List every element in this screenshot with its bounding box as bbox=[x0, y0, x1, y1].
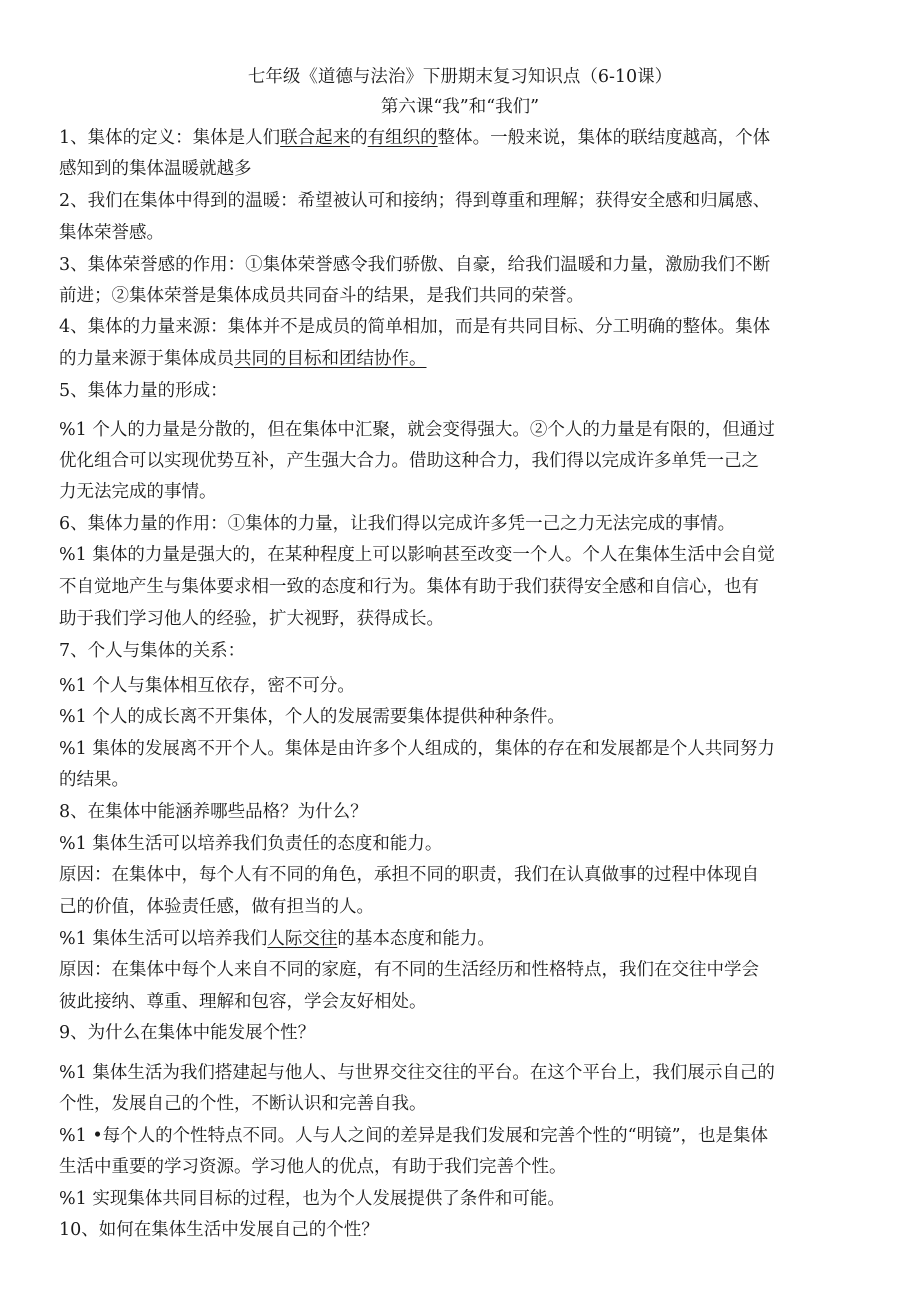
text-line-8: 的力量来源于集体成员共同的目标和团结协作。 bbox=[59, 349, 427, 369]
text-line-2: 感知到的集体温暖就越多 bbox=[59, 159, 252, 179]
text-line-35: 10、如何在集体生活中发展自己的个性？ bbox=[59, 1220, 379, 1240]
text-line-3: 2、我们在集体中得到的温暖：希望被认可和接纳；得到尊重和理解；获得安全感和归属感、 bbox=[59, 191, 771, 211]
text-line-9: 5、集体力量的形成： bbox=[59, 381, 228, 401]
text-line-32: %1 •每个人的个性特点不同。人与人之间的差异是我们发展和完善个性的“明镜”，也是集体 bbox=[59, 1126, 769, 1146]
text-line-7: 4、集体的力量来源：集体并不是成员的简单相加，而是有共同目标、分工明确的整体。集体 bbox=[59, 317, 771, 337]
text-line-12: 力无法完成的事情。 bbox=[59, 482, 217, 502]
text-line-26: %1 集体生活可以培养我们人际交往的基本态度和能力。 bbox=[59, 929, 495, 949]
text-line-4: 集体荣誉感。 bbox=[59, 223, 164, 243]
text-line-5: 3、集体荣誉感的作用：①集体荣誉感令我们骄傲、自豪，给我们温暖和力量，激励我们不断 bbox=[59, 255, 771, 275]
text-line-11: 优化组合可以实现优势互补，产生强大合力。借助这种合力，我们得以完成许多单凭一己之 bbox=[59, 451, 759, 471]
text-line-13: 6、集体力量的作用：①集体的力量，让我们得以完成许多凭一己之力无法完成的事情。 bbox=[59, 514, 736, 534]
text-line-18: %1 个人与集体相互依存，密不可分。 bbox=[59, 676, 355, 696]
text-line-10: %1 个人的力量是分散的，但在集体中汇聚，就会变得强大。②个人的力量是有限的，但通过 bbox=[59, 420, 775, 440]
text-line-23: %1 集体生活可以培养我们负责任的态度和能力。 bbox=[59, 834, 443, 854]
text-line-17: 7、个人与集体的关系： bbox=[59, 641, 246, 661]
text-line-21: 的结果。 bbox=[59, 770, 129, 790]
text-line-28: 彼此接纳、尊重、理解和包容，学会友好相处。 bbox=[59, 992, 427, 1012]
text-line-34: %1 实现集体共同目标的过程，也为个人发展提供了条件和可能。 bbox=[59, 1189, 565, 1209]
text-line-14: %1 集体的力量是强大的，在某种程度上可以影响甚至改变一个人。个人在集体生活中会自觉 bbox=[59, 545, 775, 565]
text-line-25: 己的价值，体验责任感，做有担当的人。 bbox=[59, 897, 374, 917]
text-line-15: 不自觉地产生与集体要求相一致的态度和行为。集体有助于我们获得安全感和自信心，也有 bbox=[59, 577, 759, 597]
text-line-6: 前进；②集体荣誉是集体成员共同奋斗的结果，是我们共同的荣誉。 bbox=[59, 286, 584, 306]
text-line-33: 生活中重要的学习资源。学习他人的优点，有助于我们完善个性。 bbox=[59, 1157, 567, 1177]
document-title: 七年级《道德与法治》下册期末复习知识点（6-10课） bbox=[247, 67, 673, 87]
text-line-27: 原因：在集体中每个人来自不同的家庭，有不同的生活经历和性格特点，我们在交往中学会 bbox=[59, 960, 759, 980]
text-line-20: %1 集体的发展离不开个人。集体是由许多个人组成的，集体的存在和发展都是个人共同努力 bbox=[59, 739, 775, 759]
text-line-24: 原因：在集体中，每个人有不同的角色，承担不同的职责，我们在认真做事的过程中体现自 bbox=[59, 865, 759, 885]
text-line-16: 助于我们学习他人的经验，扩大视野，获得成长。 bbox=[59, 609, 444, 629]
text-line-19: %1 个人的成长离不开集体，个人的发展需要集体提供种种条件。 bbox=[59, 707, 565, 727]
text-line-29: 9、为什么在集体中能发展个性？ bbox=[59, 1023, 316, 1043]
lesson-heading: 第六课“我”和“我们” bbox=[380, 97, 540, 117]
text-line-30: %1 集体生活为我们搭建起与他人、与世界交往交往的平台。在这个平台上，我们展示自己的 bbox=[59, 1063, 775, 1083]
text-line-22: 8、在集体中能涵养哪些品格？为什么？ bbox=[59, 802, 368, 822]
text-line-1: 1、集体的定义：集体是人们联合起来的有组织的整体。一般来说，集体的联结度越高，个体 bbox=[59, 128, 771, 148]
text-line-31: 个性，发展自己的个性，不断认识和完善自我。 bbox=[59, 1094, 427, 1114]
